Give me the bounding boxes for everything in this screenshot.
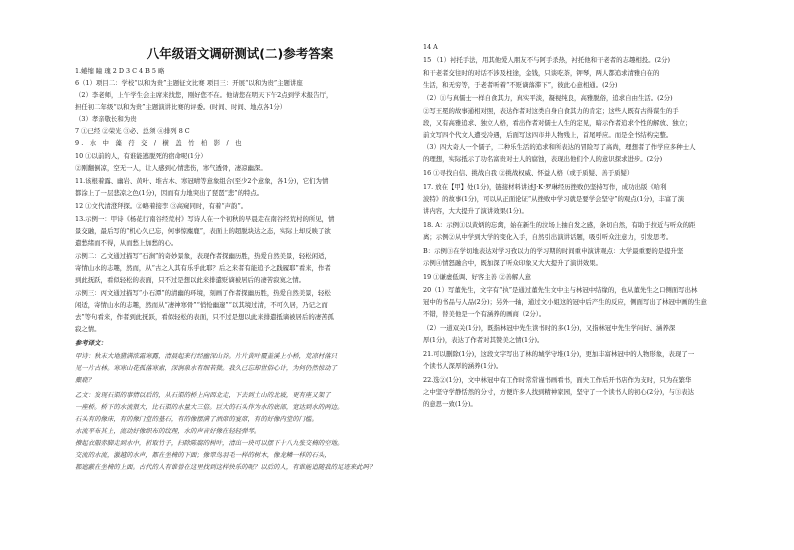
answer-line: 石头有的像床，有的像门堂的基石，有的像摆满了酒席的宴席，有的好像内堂的门槛。 xyxy=(75,415,318,423)
answer-line: （3）四大奇人一个儒子，二种乐生活的追求和所表达的冒险写了高尚，理想者了作学应多种士人 xyxy=(423,143,696,151)
answer-line: 7 ①已经 ②荣光 ③必、总须 ④排列 8 C xyxy=(75,127,190,135)
answer-line: 示例二：乙文通过描写“石涧”的奇妙景象，表现作者探幽历胜，热爱自然美景，轻松闲适， xyxy=(75,252,331,260)
answer-line: 遣愁绪而不得，从而愁上加愁的心。 xyxy=(75,239,178,247)
answer-line: （3）孝亲敬长和为贵 xyxy=(75,115,137,123)
answer-line: 到此抚跃，看似轻松的表面，只不过是想以此来排遣贬谪被居后的凄苦寂寞之情。 xyxy=(75,276,306,284)
answer-line: 厚(1分)，表达了作者对其赞美之情(1分)。 xyxy=(423,336,544,344)
answer-line: 之中坚守学静恬然的分寸，方便许多人找到精神家园，坚守了一个读书人的初心(2分)，与③表达 xyxy=(423,388,695,396)
answer-line: 担任初二年级“以和为贵”主题演讲比赛的评委。(时间、时间、地点各1分） xyxy=(75,103,287,111)
answer-line: 19 ①谦虚低调、好客主善 ②善解人意 xyxy=(423,273,532,281)
answer-line: 前文写四个代文人遭受冷遇，后面写这四市井人物残上，首尾呼应。而是全书结构完整。 xyxy=(423,131,673,139)
answer-line: 10 ①以前的人，有谁能逃脱死的宿命呢(1分） xyxy=(75,152,207,160)
page-title: 八年级语文调研测试(二)参考答案 xyxy=(146,46,334,61)
answer-line: 不错，替美他是一个有涵养的画商（2分）。 xyxy=(423,310,546,318)
answer-line: 麋鹿？ xyxy=(75,376,95,384)
answer-line: 甲诗：秋末大地猎满浓霜寒露，清晨起来行经幽深山谷。片片黄叶覆盖溪上小桥，荒凉村落只 xyxy=(75,352,338,360)
answer-line: 生活，和无穷等，于老者听着“不贬谪落滞下”，彼此心意相通。(2分) xyxy=(423,81,618,89)
answer-line: （2）一道双关(1分)，既指林冠中先生读书时的多(1分)，又指林冠中先生学问好、涵养深 xyxy=(423,324,676,332)
answer-line: 1.蜷缩 瞳 瑰 2 D 3 C 4 B 5 略 xyxy=(75,67,165,75)
answer-line: 见一片古林。寒寒山花孤落寒索，深涧泉水有细若微。我久已忘却世俗心计，为何仍然惊动了 xyxy=(75,364,338,372)
answer-line: 的理想，实际抵示了功名富贵对士人的腐蚀，表现出他们个人的意识探求进步。(2分) xyxy=(423,155,663,163)
answer-line: 17. 放在【甲】处(1分)，链接材料讲述J·K·罗琳经历挫败仍坚持写作，成功出版《哈利 xyxy=(423,183,667,191)
answer-line: 示例三：丙文通过描写“小石潭”的清幽的环境，刻画了作者探幽历胜，热爱自然美景，轻松 xyxy=(75,289,331,297)
answer-line: 撩起衣服赤脚走到水中，折取竹子，扫除陈腐的树叶，清出一块可以摆下十八九张交椅的空地。 xyxy=(75,439,344,447)
answer-line: 20（1）写董先生，文字有“执”是通过董先生文中主与林冠中结缘的，也从董先生之口侧面写出林 xyxy=(423,286,698,294)
answer-line: 个读书人深厚的涵养(1分)。 xyxy=(423,362,503,370)
answer-line: 闲适，寄情山水的志趣，然而从“凄神寒骨”“悄怆幽邃”“以其境过清，不可久居，乃记之而 xyxy=(75,301,328,309)
answer-line: 冠中的书品与人品(2分)；另外一轴，通过文小姐这的冠中后产生的反应，侧面写出了林冠中画的生意 xyxy=(423,298,707,306)
answer-line: 去”等句看来，作者到此抚跃，看似轻松的表面，只不过是想以此来排遣抵谪被居后的凄苦孤 xyxy=(75,313,334,321)
answer-line: 13.示例一：甲诗《杨花行南谷经荒村》写诗人在一个初秋的早晨走在南谷经荒村的所见，情 xyxy=(75,215,335,223)
answer-line: 都涂上了一层悲凉之色(1分)，因而有力地突出了琵琶“悲”的特点。 xyxy=(75,189,264,197)
answer-line: 22.选②(1分)，文中林冠中有工作时常常谨书画看书，面夫工作后开书店作为支时，只为在繁华 xyxy=(423,376,692,384)
answer-line: 寄情山水的志趣，然而，从“古之人其有乐乎此耶？后之来者有能追予之践履耶”看来，作者 xyxy=(75,264,331,272)
answer-line: 寂之情。 xyxy=(75,325,101,333)
answer-line: 示例④情怒融合中，既加深了听众印象又大大提升了演讲效果。 xyxy=(423,259,602,267)
answer-line: 水流平布其上，流动好像织布的纹理，水的声音好像在轻轻弹琴。 xyxy=(75,427,261,435)
answer-line: 段，又有高雅追求、独立人格，看出作者对儒士人生的定见，暗示作者追求个性的解放、独立； xyxy=(423,119,692,127)
answer-line: 18. A：示例①以黄炳的忘禽，始在新生的泣场上抽自发之感，条切自然，有助于拉近与听众的距 xyxy=(423,221,696,229)
answer-line: 11.该根着露、幽岩、黄叶、堆古木、寒冠晴等意象组合(至少2个意象，各1分)，它们为情 xyxy=(75,177,329,185)
answer-line: 都遮蔽在坐椅的上面。古代的人有谁曾在这里找到这样快乐的呢？以后的人，有谁能追随我的足迹来此吗？ xyxy=(75,463,376,471)
answer-line: 15 （1）衬托手法，用其他爱人朋友不与阿手杀热，衬托他和干老者的志趣相投。(2分) xyxy=(423,56,670,64)
answer-line: 12 ①文代清澄拜探。②略着接孪 ③高窥同时，有着“声韵”。 xyxy=(75,202,248,210)
answer-line: ②写王冕的故事通相对照，表达作者对这类自身自食其力的肯定；这些人既有古得谋生的手 xyxy=(423,107,679,115)
answer-line: 乙文：发现石渠的事情以后的，从石渠的桥上向西北走，下去到土山的北坡，更有座又架了 xyxy=(75,391,331,399)
answer-line: 9. 水 中 藻 荇 交 / 横 盖 竹 柏 影 / 也 xyxy=(75,139,244,147)
answer-line: 和干老者交往时的对话不涉及柱途，金钱，只谈吃茶，钾琴，两人都追求清雅自在的 xyxy=(423,69,660,77)
answer-line: 交流的水流，激越的水声，都在坐椅的下面；像翠鸟羽毛一样的树木，像龙鳞一样的石头， xyxy=(75,451,331,459)
answer-line: 景交融，最后写的“机心久已忘，何事惊麋鹿”，表面上的超脱块达之态，实际上却反映了欲 xyxy=(75,227,331,235)
answer-line: 的意思一致(1分)。 xyxy=(423,400,477,408)
answer-line: B：示例③在学切地表达对学习孜以力的学习期的时间重申演讲观点：大学最重要的是提升坚 xyxy=(423,247,684,255)
answer-line: 6（1）项目二：学校“以和为贵”主题征文比赛 项目三：开展“以和为贵”主题讲座 xyxy=(75,79,303,87)
answer-line: 一座桥。桥下的水流很大，比石渠的水量大三倍。巨大的石头作为水的底部，宽达到水的两边。 xyxy=(75,403,344,411)
answer-line: 讲内容，大大提升了演讲效果(1分)。 xyxy=(423,207,528,215)
answer-line: 16 ①寻找自信、挑战自我 ②挑战权威、怀益人格（或于质疑、善于质疑） xyxy=(423,169,634,177)
answer-line: 波特》的故事(1分)，可以从正面论证“从挫败中学习就是要学会坚守”的观点(1分)，丰富了演 xyxy=(423,195,685,203)
answer-line: （2）①与真儒士一样自食其力，真实平淡，凝视纯良，高雅脱俗，追求自由生活。(2分) xyxy=(423,94,673,102)
answer-line: （2）李老师，上午学生会主席来找您，刚好您不在。他请您在明天下午2点到学术报告厅， xyxy=(75,91,333,99)
answer-line: 离；示例②从中学到大学的变化入手，自然引出演讲话题，吸引听众注意力，引发思考。 xyxy=(423,233,673,241)
answer-line: 14 A xyxy=(423,43,438,51)
answer-line: 21.可以删除(1分)，这段文字写出了林的城学守堆(1分)，更加丰富林冠中的人物形象，表现了一 xyxy=(423,350,695,358)
answer-line: 参考译文： xyxy=(75,339,107,347)
answer-line: ②刚翻倒凉，空无一人，让人感到心情悲伤，寒气透骨，凄凉幽深。 xyxy=(75,164,267,172)
